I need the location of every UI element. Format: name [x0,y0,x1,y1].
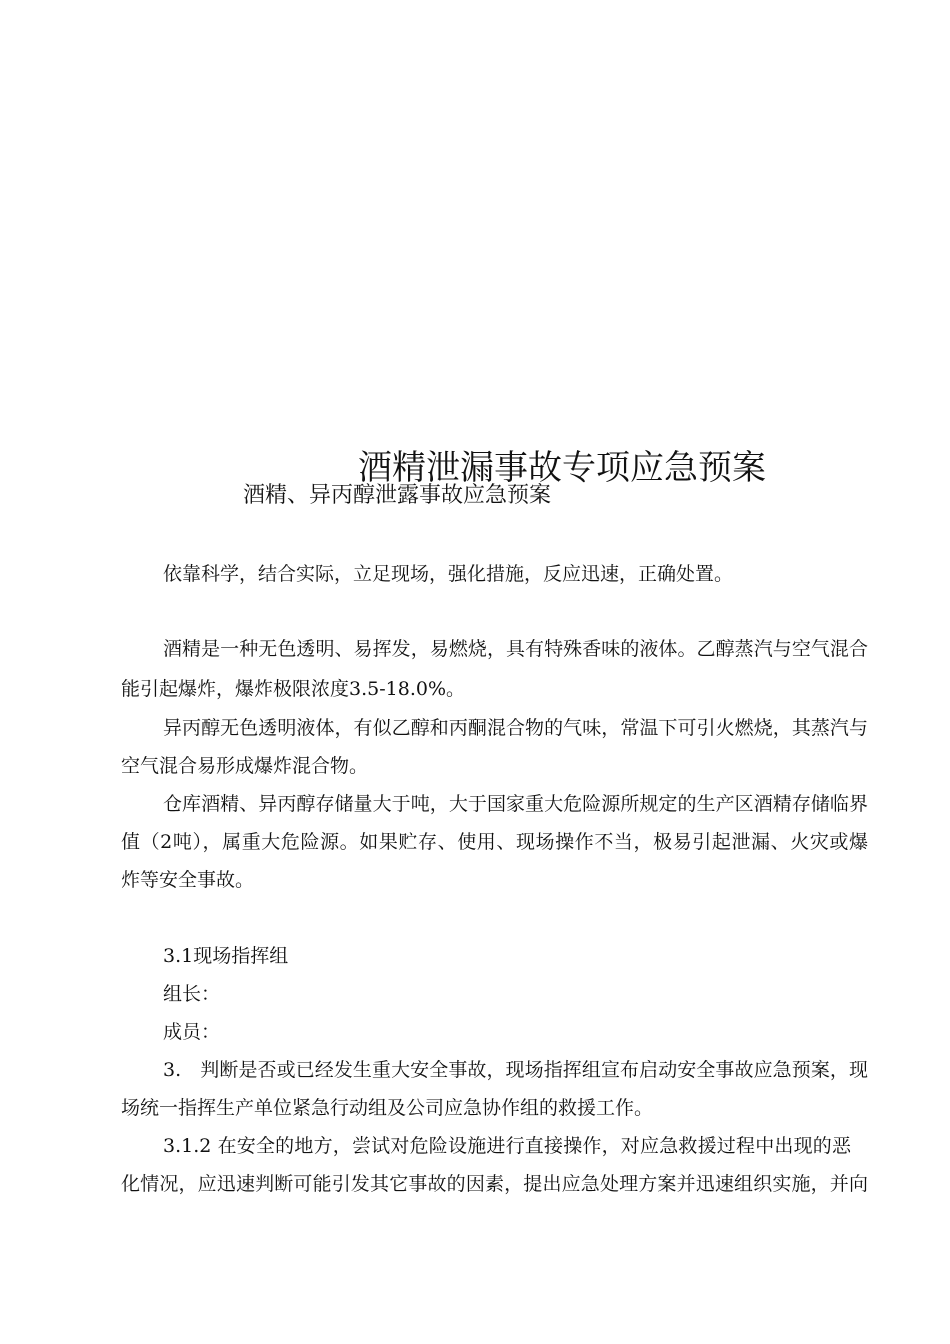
paragraph-line: 炸等安全事故。 [121,869,255,891]
members-label: 成员： [163,1021,221,1043]
leader-label: 组长： [163,983,221,1005]
paragraph-line: 酒精是一种无色透明、易挥发，易燃烧，具有特殊香味的液体。乙醇蒸汽与空气混合 [163,638,868,660]
paragraph-line: 空气混合易形成爆炸混合物。 [121,755,369,777]
paragraph-line: 3. 判断是否或已经发生重大安全事故，现场指挥组宣布启动安全事故应急预案，现 [163,1059,868,1081]
section-heading: 3.1现场指挥组 [163,945,289,967]
paragraph-line: 场统一指挥生产单位紧急行动组及公司应急协作组的救援工作。 [121,1097,654,1119]
paragraph-line: 化情况，应迅速判断可能引发其它事故的因素，提出应急处理方案并迅速组织实施，并向 [121,1173,868,1195]
document-subtitle: 酒精、异丙醇泄露事故应急预案 [243,483,552,508]
document-title: 酒精泄漏事故专项应急预案 [358,448,766,488]
paragraph-line: 仓库酒精、异丙醇存储量大于吨，大于国家重大危险源所规定的生产区酒精存储临界 [163,793,868,815]
principle-text: 依靠科学，结合实际，立足现场，强化措施，反应迅速，正确处置。 [163,563,734,585]
paragraph-line: 3.1.2 在安全的地方，尝试对危险设施进行直接操作，对应急救援过程中出现的恶 [163,1135,851,1157]
paragraph-line: 值（2吨），属重大危险源。如果贮存、使用、现场操作不当，极易引起泄漏、火灾或爆 [121,831,868,853]
paragraph-line: 异丙醇无色透明液体，有似乙醇和丙酮混合物的气味，常温下可引火燃烧，其蒸汽与 [163,717,868,739]
paragraph-line: 能引起爆炸，爆炸极限浓度3.5-18.0%。 [121,678,465,700]
